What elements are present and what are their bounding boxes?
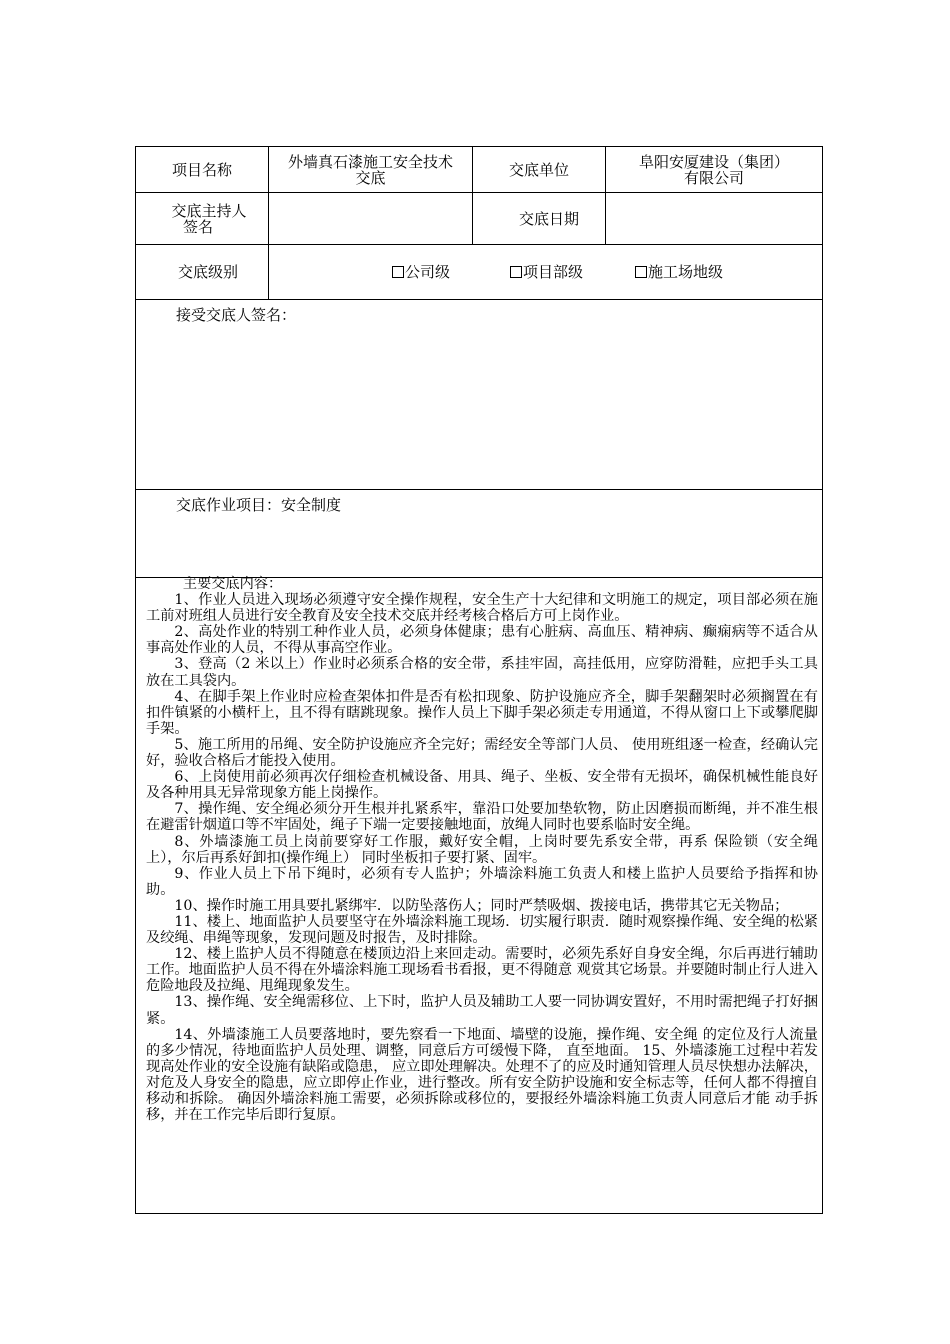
checkbox-icon[interactable]: [635, 266, 647, 278]
level-option-company[interactable]: [392, 264, 450, 280]
row-host: [136, 193, 822, 245]
content-paragraph: 9、作业人员上下吊下绳时，必须有专人监护；外墙涂料施工负责人和楼上监护人员要给予指挥和协助。: [146, 865, 818, 898]
content-paragraph: 13、操作绳、安全绳需移位、上下时，监护人员及辅助工人要一同协调安置好，不用时需把绳子打好捆紧。: [146, 994, 818, 1027]
content-paragraph: 5、施工所用的吊绳、安全防护设施应齐全完好；需经安全等部门人员、 使用班组逐一检查，经确认完好，验收合格后才能投入使用。: [146, 736, 818, 770]
content-paragraph: 2、高处作业的特别工种作业人员，必须身体健康；患有心脏病、高血压、精神病、癫痫病等不适合从事高处作业的人员，不得从事高空作业。: [146, 624, 818, 657]
level-options: [269, 245, 822, 299]
content-paragraph: 3、登高（2 米以上）作业时必须系合格的安全带，系挂牢固，高挂低用，应穿防滑鞋，应把手头工具放在工具袋内。: [146, 656, 818, 689]
project-name-value-line2: 交底: [355, 168, 386, 187]
content-paragraph: 11、楼上、地面监护人员要坚守在外墙涂料施工现场．切实履行职责．随时观察操作绳、安全绳的松紧及绞绳、串绳等现象，发现问题及时报告，及时排除。: [146, 913, 818, 947]
unit-value: [606, 147, 822, 192]
level-label: [136, 245, 269, 299]
unit-value-line2: 有限公司: [683, 168, 744, 187]
row-work-item: [136, 490, 822, 578]
content-paragraph: 7、操作绳、安全绳必须分开生根并扎紧系牢，靠沿口处要加垫软物，防止因磨损而断绳，并不准生根在避雷针烟道口等不牢固处，绳子下端一定要接触地面，放绳人同时也要系临时安全绳。: [146, 801, 818, 834]
level-option-site-label: 施工场地级: [648, 263, 724, 281]
receiver-label: 接受交底人签名：: [176, 306, 297, 324]
project-name-value-line1: 外墙真石漆施工安全技术: [287, 152, 453, 171]
row-content: [136, 578, 822, 1213]
work-item-label: 交底作业项目：安全制度: [176, 496, 342, 514]
content-paragraph: 10、操作时施工用具要扎紧绑牢．以防坠落伤人；同时严禁吸烟、拨接电话，携带其它无关物品；: [174, 897, 789, 914]
date-label-text: 交底日期: [518, 209, 579, 228]
level-label-text: 交底级别: [177, 263, 238, 281]
content-paragraph: 1、作业人员进入现场必须遵守安全操作规程，安全生产十大纪律和文明施工的规定，项目部必须在施工前对班组人员进行安全教育及安全技术交底并经考核合格后方可上岗作业。: [146, 592, 818, 625]
checkbox-icon[interactable]: [392, 266, 404, 278]
level-option-company-label: 公司级: [405, 263, 451, 281]
unit-value-line1: 阜阳安厦建设（集团）: [638, 152, 789, 171]
date-field[interactable]: [606, 193, 822, 244]
briefing-content: [146, 576, 818, 1123]
level-option-project-dept-label: 项目部级: [523, 263, 584, 281]
host-label-line1: 交底主持人: [171, 201, 247, 220]
content-paragraph: 12、楼上监护人员不得随意在楼顶边沿上来回走动。需要时，必须先系好自身安全绳，尔后再进行辅助工作。地面监护人员不得在外墙涂料施工现场看书看报，更不得随意 观赏其它场景。并要随时制止行人进入危险地段及拉绳、甩绳现象发生。: [146, 946, 818, 995]
host-signature-field[interactable]: [269, 193, 473, 244]
host-label: [136, 193, 269, 244]
level-option-project-dept[interactable]: [510, 264, 583, 280]
content-paragraph: 4、在脚手架上作业时应检查架体扣件是否有松扣现象、防护设施应齐全，脚手架翻架时必须搁置在有扣件镇紧的小横杆上，且不得有瞎跳现象。操作人员上下脚手架必须走专用通道，不得从窗口上下或攀爬脚手架。: [146, 688, 818, 737]
safety-briefing-form: [135, 146, 823, 1214]
project-name-label: [136, 147, 269, 192]
project-name-label-text: 项目名称: [171, 160, 232, 179]
row-receiver-signature[interactable]: [136, 300, 822, 490]
unit-label-text: 交底单位: [508, 160, 569, 179]
date-label: [473, 193, 606, 244]
project-name-value: [269, 147, 473, 192]
unit-label: [473, 147, 606, 192]
level-option-site[interactable]: [635, 264, 723, 280]
checkbox-icon[interactable]: [510, 266, 522, 278]
row-project: [136, 147, 822, 193]
content-paragraph: 8、外墙漆施工员上岗前要穿好工作服，戴好安全帽，上岗时要先系安全带，再系 保险锁（安全绳上），尔后再系好卸扣(操作绳上） 同时坐板扣子要打紧、固牢。: [146, 833, 818, 866]
row-level: [136, 245, 822, 300]
host-label-line2: 签名: [182, 217, 213, 236]
content-heading: 主要交底内容：: [182, 576, 283, 592]
content-paragraph: 14、外墙漆施工人员要落地时，要先察看一下地面、墙壁的设施，操作绳、安全绳 的定位及行人流量的多少情况，待地面监护人员处理、调整，同意后方可缓慢下降， 直至地面。 15、外墙漆施工过程中若发现高处作业的安全设施有缺陷或隐患， 应立即处理解决。处理不了的应及时通知管理人员尽快想办法解决，对危及人身安全的隐患，应立即停止作业，进行整改。所有安全防护设施和安全标志等，任何人都不得擅自移动和拆除。 确因外墙涂料施工需要，必须拆除或移位的，要报经外墙涂料施工负责人同意后才能 动手拆移，并在工作完毕后即行复原。: [146, 1026, 818, 1124]
content-paragraph: 6、上岗使用前必须再次仔细检查机械设备、用具、绳子、坐板、安全带有无损坏，确保机械性能良好及各种用具无异常现象方能上岗操作。: [146, 769, 818, 802]
